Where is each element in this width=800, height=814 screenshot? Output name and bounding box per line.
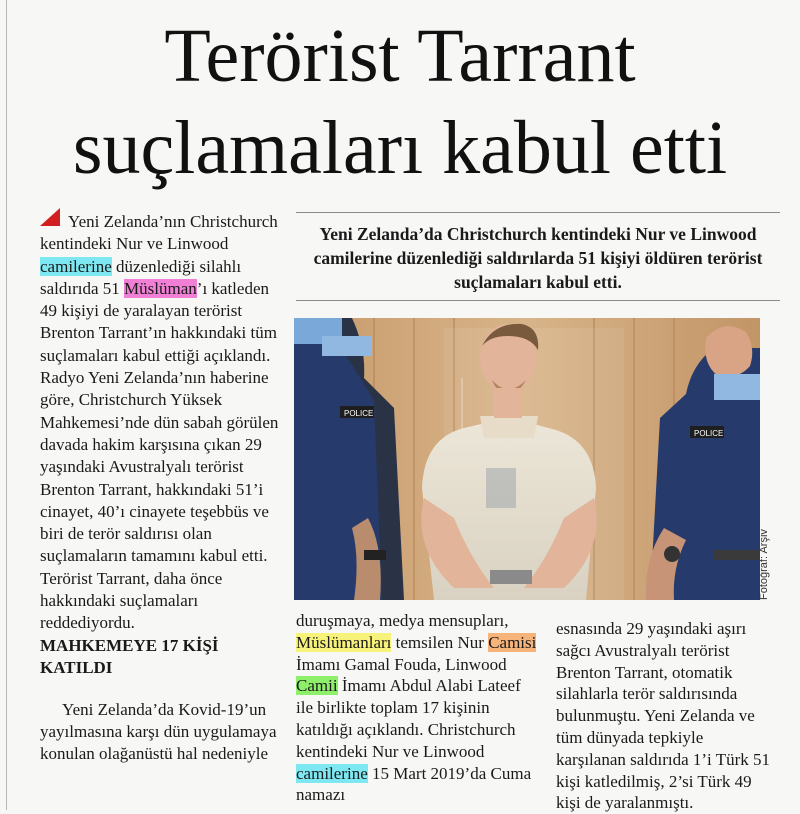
red-triangle-icon — [40, 208, 60, 226]
news-photo — [294, 318, 760, 600]
highlight-camilerine: camilerine — [40, 256, 112, 276]
headline-line-1: Terörist Tarrant — [164, 14, 636, 98]
headline-line-2: suçlamaları kabul etti — [72, 106, 728, 190]
deck-text: Yeni Zelanda’da Christchurch kentindeki Nur ve Linwood camilerine düzenlediği saldırılarda 51 kişiyi öldüren terörist suçlamaları kabul etti. — [313, 224, 763, 292]
middle-column — [296, 610, 540, 806]
deck-rule-top — [296, 212, 780, 213]
deck-rule-bottom — [296, 300, 780, 301]
right-column: esnasında 29 yaşındaki aşırı sağcı Avustralyalı terörist Brenton Tarrant, otomatik silahlarla terör saldırısında bulunmuştu. Yeni Zelanda ve tüm dünyada tepkiyle karşılanan saldırıda 1’i Türk 51 kişi katledilmiş, 2’si Türk 49 kişi de yaralanmıştı. — [556, 619, 771, 813]
body-text: temsilen Nur — [391, 632, 489, 652]
highlight-camisi: Camisi — [488, 632, 537, 652]
lead-text: ’ı katleden 49 kişiyi de yaralayan terörist Brenton Tarrant’ın hakkındaki tüm suçlamaları kabul ettiği açıklandı. Radyo Yeni Zelanda’nın haberine göre, Christchurch Yüksek Mahkemesi’nde dün sabah görülen davada hakim karşısına çıkan 29 yaşındaki Avustralyalı terörist Brenton Tarrant, hakkındaki 51’i cinayet, 40’ı cinayete teşebbüs ve biri de terör saldırısı olan suçlamaların tamamını kabul etti. Terörist Tarrant, daha önce hakkındaki suçlamaları reddediyordu. — [40, 278, 279, 633]
lead-paragraph — [40, 208, 280, 635]
highlight-musluman: Müslüman — [124, 278, 197, 298]
highlight-camilerine: camilerine — [296, 763, 368, 783]
body-text: İmamı Gamal Fouda, Linwood — [296, 654, 507, 674]
police-badge-left: POLICE — [344, 409, 374, 418]
headline — [0, 10, 800, 194]
deck-summary — [296, 222, 780, 294]
highlight-muslumanlari: Müslümanları — [296, 632, 392, 652]
continuation-paragraph: Yeni Zelanda’da Kovid-19’un yayılmasına karşı dün uygulamaya konulan olağanüstü hal nedeniyle — [40, 699, 277, 764]
police-badge-right: POLICE — [694, 429, 724, 438]
body-text: duruşmaya, medya mensupları, — [296, 611, 509, 630]
lead-text: Yeni Zelanda’nın Christchurch kentindeki Nur ve Linwood — [40, 212, 278, 254]
body-text: İmamı Abdul Alabi Lateef ile birlikte toplam 17 kişinin katıldığı açıklandı. Christchurch kentindeki Nur ve Linwood — [296, 676, 521, 761]
lead-text: düzenlediği silahlı saldırıda 51 — [40, 256, 242, 298]
photo-credit: Fotoğraf: Arşiv — [758, 529, 770, 600]
highlight-camii: Camii — [296, 676, 338, 696]
left-column — [40, 208, 280, 766]
subheading: MAHKEMEYE 17 KİŞİ KATILDI — [40, 635, 219, 677]
body-text: 15 Mart 2019’da Cuma namazı — [296, 763, 532, 805]
